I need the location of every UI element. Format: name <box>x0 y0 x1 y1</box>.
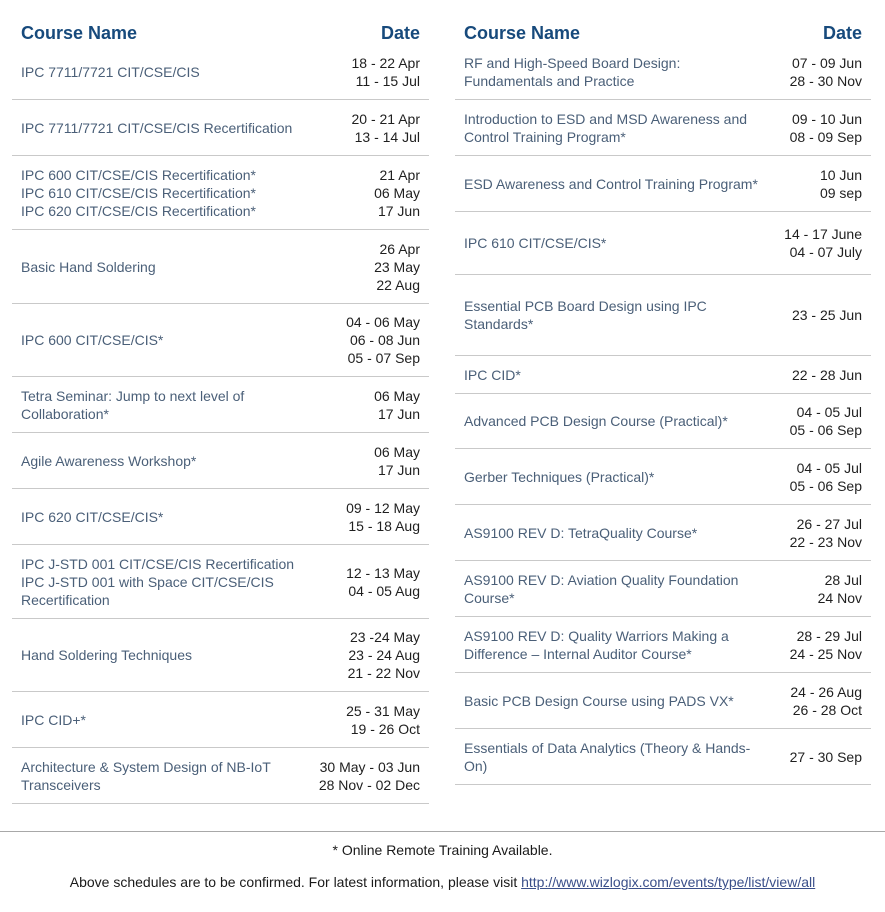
date-line: 28 - 29 Jul <box>796 627 862 644</box>
right-schedule-table <box>455 12 871 785</box>
date-line: 11 - 15 Jul <box>355 72 420 89</box>
course-name-header: Course Name <box>21 23 138 43</box>
course-name-line: Advanced PCB Design Course (Practical)* <box>464 413 728 429</box>
date-line: 05 - 07 Sep <box>347 350 420 366</box>
course-name-line: RF and High-Speed Board Design: <box>464 54 681 71</box>
course-name-line: IPC 620 CIT/CSE/CIS* <box>21 508 164 525</box>
date-cell <box>352 54 421 90</box>
course-name-cell <box>21 63 352 81</box>
date-cell <box>790 515 862 551</box>
table-row <box>455 505 871 561</box>
footer-divider <box>0 831 885 832</box>
course-name-line: AS9100 REV D: Aviation Quality Foundation <box>464 571 739 588</box>
course-name-line: Recertification <box>21 591 110 608</box>
date-cell <box>790 459 862 495</box>
course-name-line: IPC J-STD 001 CIT/CSE/CIS Recertification <box>21 555 295 572</box>
date-cell <box>790 748 862 766</box>
course-name-line: Control Training Program* <box>464 128 626 145</box>
date-line: 06 May <box>374 387 420 404</box>
course-name-line: IPC 620 CIT/CSE/CIS Recertification* <box>21 202 256 219</box>
course-name-cell <box>21 711 346 729</box>
date-cell <box>374 166 420 220</box>
course-name-cell <box>464 692 790 710</box>
date-header: Date <box>822 23 862 43</box>
table-row <box>12 545 429 619</box>
date-line: 27 - 30 Sep <box>789 748 862 765</box>
course-name-cell <box>21 166 374 220</box>
course-name-cell <box>21 508 346 526</box>
date-line: 14 - 17 June <box>784 226 862 242</box>
schedule-note <box>0 873 885 891</box>
course-name-line: IPC CID+* <box>21 711 86 728</box>
course-name-cell <box>464 571 818 607</box>
date-cell <box>346 702 420 738</box>
table-row <box>455 449 871 505</box>
date-line: 23 - 24 Aug <box>348 647 420 663</box>
table-row <box>12 619 429 692</box>
date-line: 24 - 25 Nov <box>789 645 862 662</box>
course-name-line: Essential PCB Board Design using IPC <box>464 298 707 314</box>
date-line: 17 Jun <box>377 405 420 422</box>
table-row <box>455 156 871 212</box>
date-line: 24 - 26 Aug <box>790 683 862 700</box>
date-line: 08 - 09 Sep <box>789 128 862 145</box>
course-name-cell <box>464 412 790 430</box>
date-line: 17 Jun <box>377 461 420 478</box>
course-name-cell <box>464 297 792 333</box>
date-line: 28 - 30 Nov <box>789 72 862 89</box>
course-name-line: IPC 7711/7721 CIT/CSE/CIS <box>21 63 200 80</box>
date-cell <box>792 366 862 384</box>
table-row <box>12 230 429 304</box>
course-name-cell <box>464 468 790 486</box>
date-line: 24 Nov <box>817 589 862 606</box>
course-name-line: Gerber Techniques (Practical)* <box>464 468 655 485</box>
date-line: 20 - 21 Apr <box>351 110 420 127</box>
table-row <box>455 561 871 617</box>
schedule-note-text: Above schedules are to be confirmed. For latest information, please visit <box>69 874 522 890</box>
date-line: 17 Jun <box>377 202 420 219</box>
date-cell <box>374 240 420 294</box>
date-line: 25 - 31 May <box>346 702 420 719</box>
date-cell <box>790 683 862 719</box>
course-name-line: ESD Awareness and Control Training Program* <box>464 175 758 192</box>
date-line: 23 - 25 Jun <box>791 307 862 323</box>
date-cell <box>790 627 862 663</box>
course-name-line: Hand Soldering Techniques <box>21 647 192 663</box>
date-cell <box>319 758 420 794</box>
date-cell <box>790 110 862 146</box>
table-row <box>455 617 871 673</box>
table-row <box>455 394 871 449</box>
date-line: 22 - 23 Nov <box>789 533 862 550</box>
course-name-line: Basic Hand Soldering <box>21 258 156 275</box>
course-name-cell <box>464 627 790 663</box>
date-line: 05 - 06 Sep <box>789 422 862 438</box>
course-name-line: IPC 600 CIT/CSE/CIS* <box>21 332 164 348</box>
date-cell <box>374 387 420 423</box>
course-name-line: Agile Awareness Workshop* <box>21 452 197 469</box>
date-line: 26 Apr <box>379 240 420 257</box>
course-name-line: On) <box>464 757 488 774</box>
table-row <box>12 100 429 156</box>
left-schedule-table <box>12 12 429 804</box>
date-line: 22 Aug <box>376 276 420 293</box>
date-line: 21 Apr <box>379 166 420 183</box>
date-line: 04 - 05 Aug <box>348 582 420 599</box>
table-row <box>455 673 871 729</box>
table-row <box>455 356 871 394</box>
date-cell <box>346 499 420 535</box>
course-name-cell <box>21 331 346 349</box>
date-cell <box>820 166 862 202</box>
date-line: 04 - 07 July <box>789 244 862 260</box>
date-cell <box>346 313 420 367</box>
date-line: 28 Jul <box>824 571 862 588</box>
course-name-cell <box>21 387 374 423</box>
online-training-footnote: * Online Remote Training Available. <box>332 842 553 858</box>
course-name-line: Difference – Internal Auditor Course* <box>464 645 692 662</box>
table-row <box>12 489 429 545</box>
date-line: 22 - 28 Jun <box>791 366 862 383</box>
course-name-line: Standards* <box>464 316 534 332</box>
date-line: 04 - 06 May <box>346 314 420 330</box>
course-name-line: IPC 7711/7721 CIT/CSE/CIS Recertification <box>21 119 293 136</box>
date-line: 09 - 12 May <box>346 499 420 516</box>
table-row <box>12 433 429 489</box>
date-cell <box>346 564 420 600</box>
table-row <box>12 377 429 433</box>
date-cell <box>818 571 862 607</box>
right-table-header <box>455 12 871 44</box>
date-cell <box>784 225 862 261</box>
course-name-cell <box>464 366 792 384</box>
date-line: 15 - 18 Aug <box>348 517 420 534</box>
date-cell <box>374 443 420 479</box>
date-header: Date <box>380 23 420 43</box>
course-name-line: IPC 610 CIT/CSE/CIS Recertification* <box>21 184 256 201</box>
events-link[interactable]: http://www.wizlogix.com/events/type/list/view/all <box>521 874 816 890</box>
course-name-cell <box>21 258 374 276</box>
course-name-line: IPC 610 CIT/CSE/CIS* <box>464 235 607 251</box>
course-name-line: Basic PCB Design Course using PADS VX* <box>464 692 734 709</box>
table-row <box>12 692 429 748</box>
date-line: 09 sep <box>819 184 862 201</box>
course-name-cell <box>464 234 784 252</box>
course-name-line: Fundamentals and Practice <box>464 72 635 89</box>
course-name-cell <box>464 524 790 542</box>
date-line: 13 - 14 Jul <box>354 128 420 145</box>
table-row <box>455 44 871 100</box>
course-name-line: AS9100 REV D: TetraQuality Course* <box>464 524 698 541</box>
course-name-cell <box>21 119 352 137</box>
right-table-body <box>455 44 871 785</box>
course-name-line: IPC J-STD 001 with Space CIT/CSE/CIS <box>21 573 274 590</box>
table-row <box>12 748 429 804</box>
course-name-cell <box>464 175 820 193</box>
date-line: 04 - 05 Jul <box>796 404 862 420</box>
course-name-line: IPC CID* <box>464 366 521 383</box>
date-line: 26 - 27 Jul <box>796 515 862 532</box>
date-line: 23 May <box>374 258 420 275</box>
date-cell <box>792 306 862 324</box>
table-row <box>455 212 871 275</box>
date-line: 23 -24 May <box>349 629 420 645</box>
date-line: 06 May <box>374 184 420 201</box>
table-row <box>455 729 871 785</box>
date-line: 06 - 08 Jun <box>349 332 420 348</box>
left-table-header <box>12 12 429 44</box>
course-name-cell <box>464 739 790 775</box>
course-name-line: Tetra Seminar: Jump to next level of <box>21 387 245 404</box>
date-line: 07 - 09 Jun <box>791 54 862 71</box>
left-table-body <box>12 44 429 804</box>
table-row <box>12 44 429 100</box>
course-name-header: Course Name <box>464 23 581 43</box>
date-cell <box>348 628 420 682</box>
date-cell <box>790 403 862 439</box>
course-name-line: Essentials of Data Analytics (Theory & Hands- <box>464 739 751 756</box>
date-line: 19 - 26 Oct <box>350 720 420 737</box>
date-line: 12 - 13 May <box>346 564 420 581</box>
course-name-line: Collaboration* <box>21 405 109 422</box>
course-name-line: Architecture & System Design of NB-IoT <box>21 758 271 775</box>
course-name-cell <box>464 54 790 90</box>
course-name-line: AS9100 REV D: Quality Warriors Making a <box>464 627 729 644</box>
course-name-cell <box>21 646 348 664</box>
date-line: 06 May <box>374 443 420 460</box>
date-line: 28 Nov - 02 Dec <box>318 776 420 793</box>
date-line: 30 May - 03 Jun <box>319 758 420 775</box>
course-name-cell <box>21 452 374 470</box>
date-cell <box>352 110 421 146</box>
date-line: 18 - 22 Apr <box>351 54 420 71</box>
course-name-line: Transceivers <box>21 776 101 793</box>
date-cell <box>790 54 862 90</box>
date-line: 09 - 10 Jun <box>791 110 862 127</box>
date-line: 26 - 28 Oct <box>792 701 862 718</box>
date-line: 05 - 06 Sep <box>789 477 862 494</box>
date-line: 21 - 22 Nov <box>347 665 420 681</box>
course-name-cell <box>464 110 790 146</box>
course-name-line: Course* <box>464 589 515 606</box>
table-row <box>455 100 871 156</box>
date-line: 04 - 05 Jul <box>796 459 862 476</box>
table-row <box>12 304 429 377</box>
course-name-cell <box>21 555 346 609</box>
table-row <box>12 156 429 230</box>
course-name-line: IPC 600 CIT/CSE/CIS Recertification* <box>21 166 256 183</box>
course-name-cell <box>21 758 319 794</box>
table-row <box>455 275 871 356</box>
date-line: 10 Jun <box>819 166 862 183</box>
course-name-line: Introduction to ESD and MSD Awareness and <box>464 110 748 127</box>
